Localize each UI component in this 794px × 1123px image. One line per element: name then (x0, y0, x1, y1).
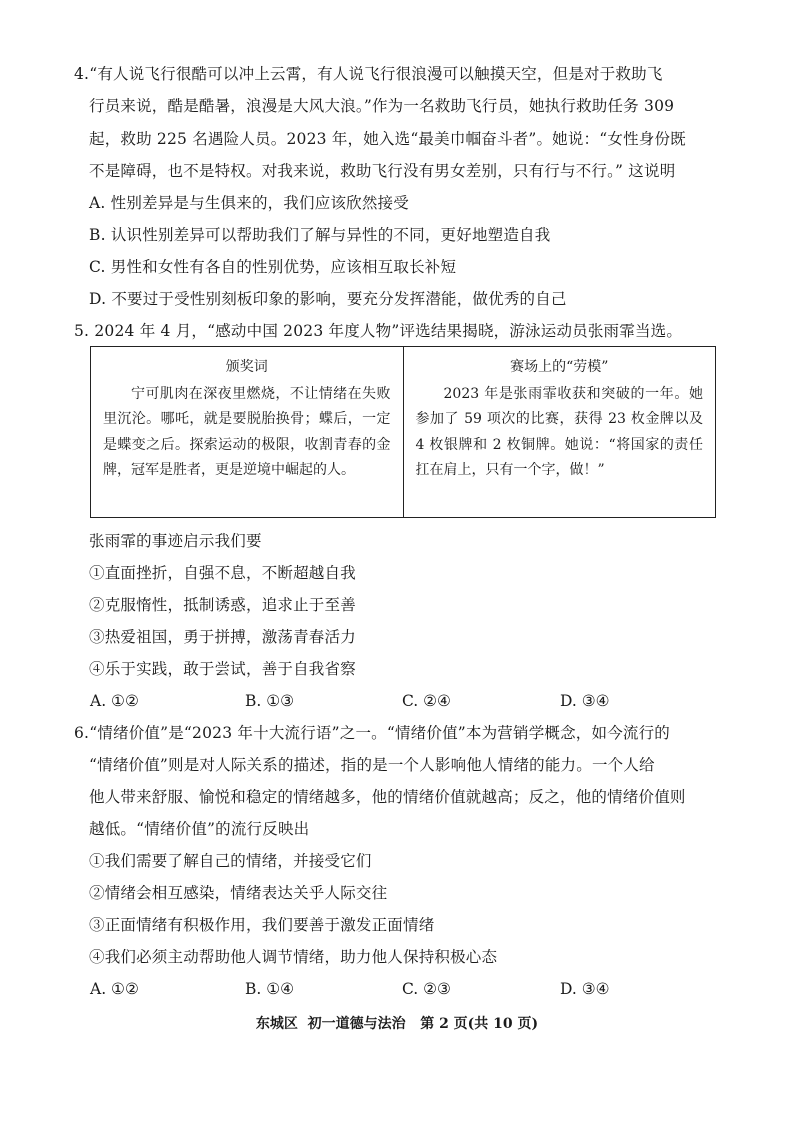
award-speech-title: 颁奖词 (225, 359, 268, 375)
q4-option-c: C. 男性和女性有各自的性别优势，应该相互取长补短 (89, 258, 457, 276)
q5-choice-b: B. ①③ (245, 692, 295, 710)
q5-statement-2: ②克服惰性，抵制诱惑，追求止于至善 (89, 596, 356, 614)
q4-option-b: B. 认识性别差异可以帮助我们了解与异性的不同，更好地塑造自我 (89, 226, 551, 244)
q5-info-table (90, 346, 716, 518)
q4-option-d: D. 不要过于受性别刻板印象的影响，要充分发挥潜能，做优秀的自己 (89, 290, 567, 308)
q4-line-1: 4.“有人说飞行很酷可以冲上云霄，有人说飞行很浪漫可以触摸天空，但是对于救助飞 (74, 65, 663, 83)
q5-choice-c: C. ②④ (402, 692, 451, 710)
q6-choice-a: A. ①② (90, 980, 139, 998)
q6-choice-d: D. ③④ (560, 980, 610, 998)
q6-line-1: 6.“情绪价值”是“2023 年十大流行语”之一。“情绪价值”本为营销学概念，如今流行的 (74, 724, 671, 742)
q5-statement-1: ①直面挫折，自强不息，不断超越自我 (89, 564, 356, 582)
q5-question: 张雨霏的事迹启示我们要 (89, 532, 262, 550)
q5-statement-4: ④乐于实践，敢于尝试，善于自我省察 (89, 660, 356, 678)
q4-line-2: 行员来说，酷是酷暑，浪漫是大风大浪。”作为一名救助飞行员，她执行救助任务 309 (89, 97, 675, 115)
model-worker-cell (403, 347, 716, 518)
model-worker-title: 赛场上的“劳模” (510, 359, 609, 375)
q6-choice-b: B. ①④ (245, 980, 295, 998)
q4-line-3: 起，救助 225 名遇险人员。2023 年，她入选“最美巾帼奋斗者”。她说：“女性身份既 (89, 130, 686, 148)
q6-statement-1: ①我们需要了解自己的情绪，并接受它们 (89, 852, 372, 870)
q6-statement-3: ③正面情绪有积极作用，我们要善于激发正面情绪 (89, 916, 435, 934)
q6-line-2: “情绪价值”则是对人际关系的描述，指的是一个人影响他人情绪的能力。一个人给 (89, 756, 655, 774)
q5-choice-d: D. ③④ (560, 692, 610, 710)
model-worker-text: 2023 年是张雨霏收获和突破的一年。她参加了 59 项次的比赛，获得 23 枚金牌以及 4 枚银牌和 2 枚铜牌。她说：“将国家的责任扛在肩上，只有一个字，做！” (415, 385, 703, 478)
q4-line-4: 不是障碍，也不是特权。对我来说，救助飞行没有男女差别，只有行与不行。” 这说明 (89, 162, 676, 180)
q5-choice-a: A. ①② (90, 692, 139, 710)
q6-line-3: 他人带来舒服、愉悦和稳定的情绪越多，他的情绪价值就越高；反之，他的情绪价值则 (89, 788, 686, 806)
award-speech-cell (91, 347, 404, 518)
q6-choice-c: C. ②③ (402, 980, 451, 998)
award-speech-text: 宁可肌肉在深夜里燃烧，不让情绪在失败里沉沦。哪吒，就是要脱胎换骨；蝶后，一定是蝶变之后。探索运动的极限，收割青春的金牌，冠军是胜者，更是逆境中崛起的人。 (103, 385, 391, 478)
page-footer: 东城区 初一道德与法治 第 2 页(共 10 页) (255, 1016, 539, 1032)
q4-option-a: A. 性别差异是与生俱来的，我们应该欣然接受 (89, 194, 409, 212)
q5-stem: 5. 2024 年 4 月，“感动中国 2023 年度人物”评选结果揭晓，游泳运动员张雨霏当选。 (74, 322, 683, 340)
q6-statement-4: ④我们必须主动帮助他人调节情绪，助力他人保持积极心态 (89, 948, 498, 966)
q5-statement-3: ③热爱祖国，勇于拼搏，激荡青春活力 (89, 628, 356, 646)
q6-line-4: 越低。“情绪价值”的流行反映出 (89, 820, 310, 838)
q6-statement-2: ②情绪会相互感染，情绪表达关乎人际交往 (89, 884, 388, 902)
